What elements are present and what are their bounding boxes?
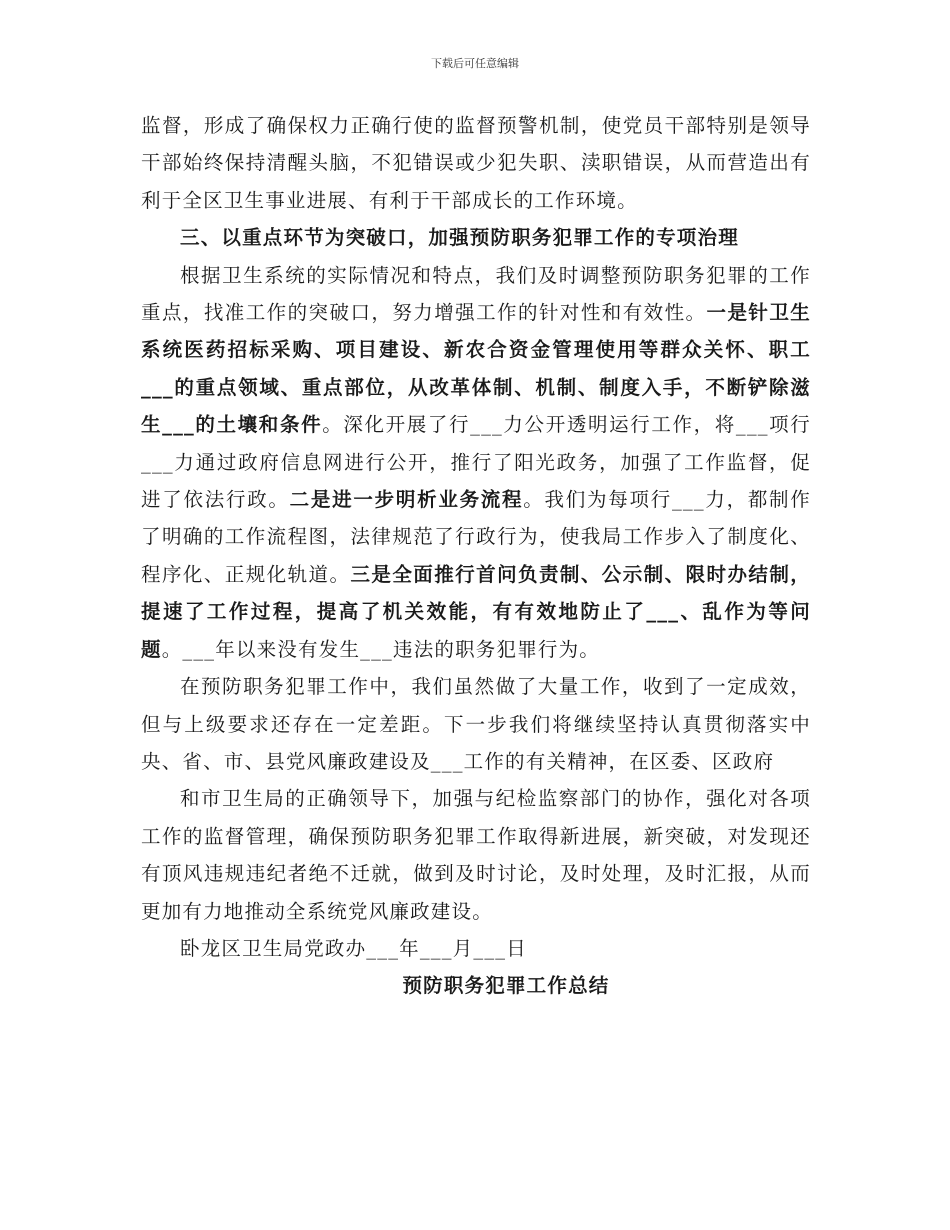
point-one-bold: 一是针卫生系统医药招标采购、项目建设、新农合资金管理使用等群众关怀、职工___的重点领域、重点部位，从改革体制、机制、制度入手，不断铲除滋生___的土壤和条件 bbox=[141, 301, 811, 437]
next-document-title: 预防职务犯罪工作总结 bbox=[402, 974, 610, 998]
point-two-detail: 。我们为每项行___力，都制作了明确的工作流程图，法律规范了行政行为，使我局工作步入了制度化、程序化、正规化轨道。 bbox=[141, 488, 811, 586]
document-body bbox=[141, 107, 811, 1005]
page-header: 下载后可任意编辑 bbox=[431, 57, 519, 70]
sentence-intro: 根据卫生系统的实际情况和特点，我们及时调整预防职务犯罪的工作重点，找准工作的突破口，努力增强工作的针对性和有效性。 bbox=[141, 263, 811, 325]
point-two-bold: 二是进一步明析业务流程 bbox=[289, 488, 524, 512]
point-three-detail: 。___年以来没有发生___违法的职务犯罪行为。 bbox=[161, 637, 601, 661]
section-heading-3: 三、以重点环节为突破口，加强预防职务犯罪工作的专项治理 bbox=[180, 226, 739, 250]
paragraph-supervision: 监督，形成了确保权力正确行使的监督预警机制，使党员干部特别是领导干部始终保持清醒头脑，不犯错误或少犯失职、渎职错误，从而营造出有利于全区卫生事业进展、有利于干部成长的工作环境。 bbox=[141, 114, 811, 212]
paragraph-next-steps: 在预防职务犯罪工作中，我们虽然做了大量工作，收到了一定成效，但与上级要求还存在一定差距。下一步我们将继续坚持认真贯彻落实中央、省、市、县党风廉政建设及___工作的有关精神，在区委、区政府 bbox=[141, 675, 811, 773]
paragraph-leadership: 和市卫生局的正确领导下，加强与纪检监察部门的协作，强化对各项工作的监督管理，确保预防职务犯罪工作取得新进展，新突破，对发现还有顶风违规违纪者绝不迁就，做到及时讨论，及时处理，及时汇报，从而更加有力地推动全系统党风廉政建设。 bbox=[141, 787, 811, 923]
signature-line: 卧龙区卫生局党政办___年___月___日 bbox=[180, 936, 527, 960]
point-three-bold: 三是全面推行首问负责制、公示制、限时办结制，提速了工作过程，提高了机关效能，有有效地防止了___、乱作为等问题 bbox=[141, 562, 811, 661]
paragraph-key-links bbox=[141, 257, 811, 668]
point-one-detail: 。深化开展了行___力公开透明运行工作，将___项行___力通过政府信息网进行公开，推行了阳光政务，加强了工作监督，促进了依法行政。 bbox=[141, 413, 811, 512]
